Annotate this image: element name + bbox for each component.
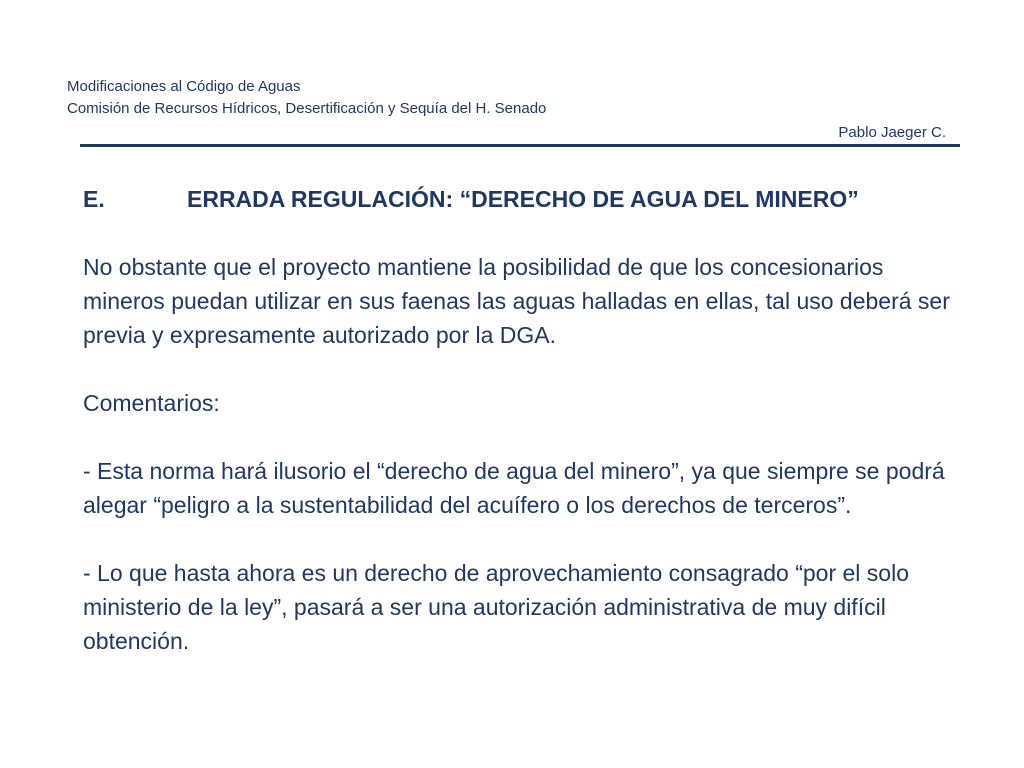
comment-item-1: - Esta norma hará ilusorio el “derecho de agua del minero”, ya que siempre se podrá alegar “peligro a la sustentabilidad del acuífero o los derechos de terceros”. bbox=[83, 458, 945, 518]
comment-item-2: - Lo que hasta ahora es un derecho de aprovechamiento consagrado “por el solo ministerio de la ley”, pasará a ser una autorización administrativa de muy difícil obtención. bbox=[83, 560, 909, 654]
slide-content bbox=[83, 182, 963, 658]
comments-label: Comentarios: bbox=[83, 390, 220, 416]
spacer bbox=[83, 216, 963, 250]
section-letter: E. bbox=[83, 186, 105, 212]
spacer bbox=[83, 420, 963, 454]
spacer bbox=[83, 352, 963, 386]
section-heading bbox=[83, 182, 963, 216]
section-heading-text: ERRADA REGULACIÓN: “DERECHO DE AGUA DEL MINERO” bbox=[187, 186, 859, 212]
author-name: Pablo Jaeger C. bbox=[838, 124, 946, 141]
header-divider bbox=[80, 144, 960, 147]
paragraph-intro: No obstante que el proyecto mantiene la posibilidad de que los concesionarios mineros puedan utilizar en sus faenas las aguas halladas en ellas, tal uso deberá ser previa y expresamente autorizado por la DGA. bbox=[83, 254, 950, 348]
document-subtitle: Comisión de Recursos Hídricos, Desertificación y Sequía del H. Senado bbox=[67, 100, 547, 117]
document-title: Modificaciones al Código de Aguas bbox=[67, 78, 301, 95]
spacer bbox=[83, 522, 963, 556]
